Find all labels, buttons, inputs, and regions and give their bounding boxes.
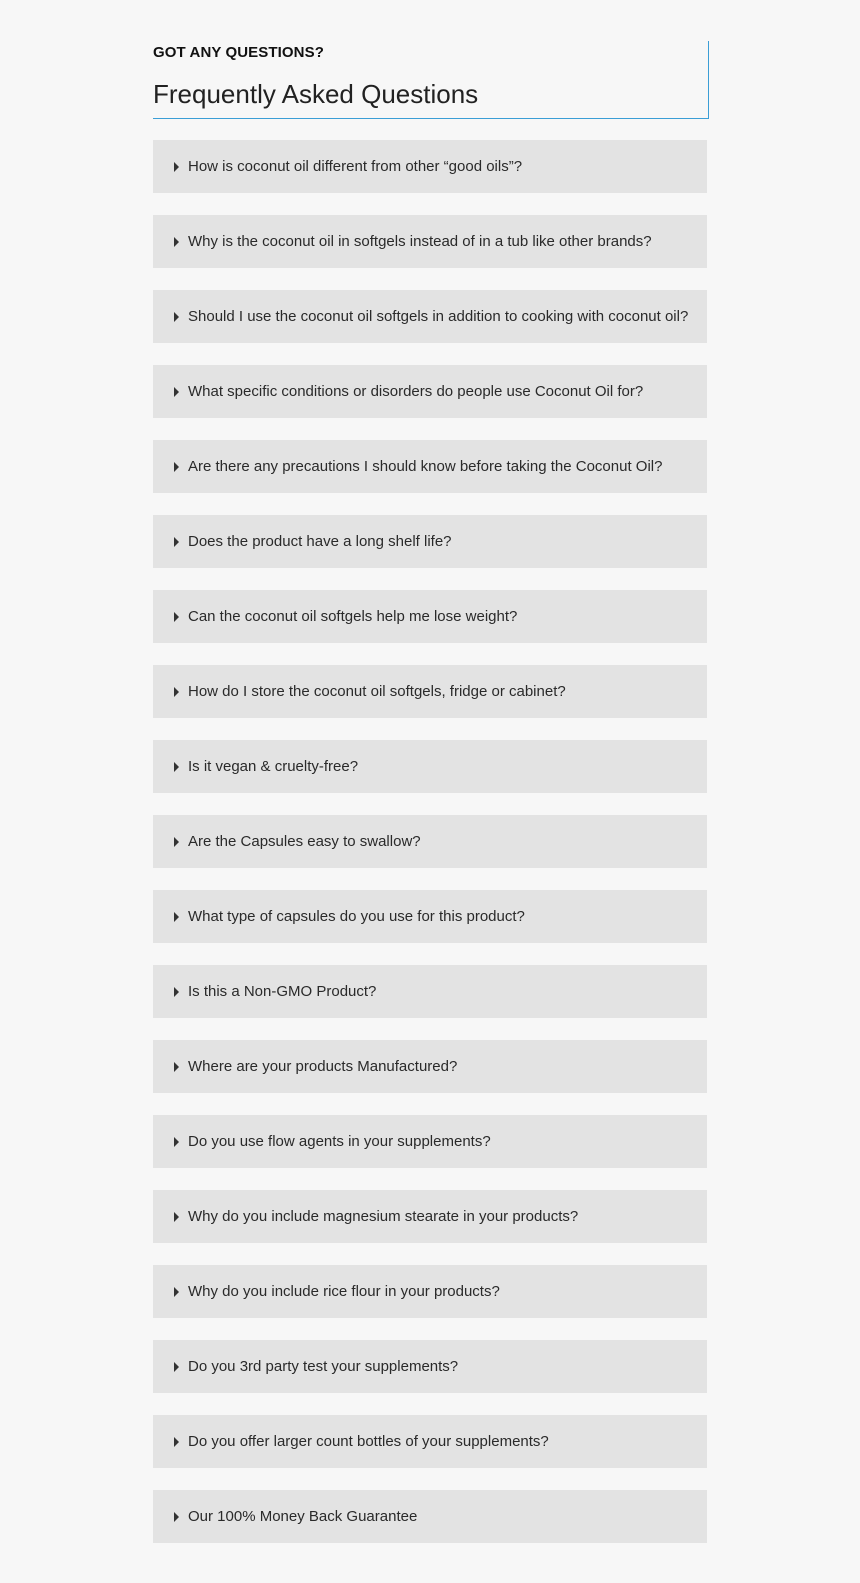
faq-question: Can the coconut oil softgels help me lose weight?: [188, 608, 518, 625]
caret-right-icon: [174, 162, 179, 172]
faq-item[interactable]: [153, 440, 707, 493]
faq-item[interactable]: [153, 1040, 707, 1093]
faq-item[interactable]: [153, 815, 707, 868]
faq-question: What type of capsules do you use for this product?: [188, 908, 525, 925]
faq-question: Are there any precautions I should know before taking the Coconut Oil?: [188, 458, 663, 475]
caret-right-icon: [174, 237, 179, 247]
faq-item[interactable]: [153, 1190, 707, 1243]
faq-item[interactable]: [153, 1340, 707, 1393]
faq-question: What specific conditions or disorders do people use Coconut Oil for?: [188, 383, 644, 400]
faq-question: Is it vegan & cruelty-free?: [188, 758, 359, 775]
faq-item[interactable]: [153, 665, 707, 718]
caret-right-icon: [174, 1512, 179, 1522]
page-title: Frequently Asked Questions: [153, 79, 479, 109]
faq-question: Do you offer larger count bottles of your supplements?: [188, 1433, 549, 1450]
caret-right-icon: [174, 987, 179, 997]
faq-item[interactable]: [153, 1265, 707, 1318]
faq-question: How is coconut oil different from other “good oils”?: [188, 158, 523, 175]
caret-right-icon: [174, 1212, 179, 1222]
faq-question: Should I use the coconut oil softgels in addition to cooking with coconut oil?: [188, 308, 689, 325]
faq-item[interactable]: [153, 365, 707, 418]
caret-right-icon: [174, 462, 179, 472]
faq-item[interactable]: [153, 1115, 707, 1168]
faq-item[interactable]: [153, 965, 707, 1018]
caret-right-icon: [174, 687, 179, 697]
faq-item[interactable]: [153, 1415, 707, 1468]
faq-section: [153, 41, 709, 1525]
faq-item[interactable]: [153, 740, 707, 793]
caret-right-icon: [174, 762, 179, 772]
faq-question: Do you 3rd party test your supplements?: [188, 1358, 459, 1375]
faq-question: Is this a Non-GMO Product?: [188, 983, 377, 1000]
caret-right-icon: [174, 912, 179, 922]
faq-question: Why do you include rice flour in your products?: [188, 1283, 500, 1300]
faq-question: Our 100% Money Back Guarantee: [188, 1508, 418, 1525]
caret-right-icon: [174, 387, 179, 397]
faq-question: Do you use flow agents in your supplements?: [188, 1133, 491, 1150]
faq-item[interactable]: [153, 590, 707, 643]
faq-header: [153, 41, 709, 119]
faq-item[interactable]: [153, 140, 707, 193]
caret-right-icon: [174, 312, 179, 322]
faq-item[interactable]: [153, 1490, 707, 1543]
faq-item[interactable]: [153, 215, 707, 268]
faq-item[interactable]: [153, 290, 707, 343]
caret-right-icon: [174, 1137, 179, 1147]
caret-right-icon: [174, 537, 179, 547]
faq-question: Why is the coconut oil in softgels instead of in a tub like other brands?: [188, 233, 652, 250]
caret-right-icon: [174, 837, 179, 847]
faq-question: How do I store the coconut oil softgels, fridge or cabinet?: [188, 683, 566, 700]
caret-right-icon: [174, 612, 179, 622]
faq-eyebrow: GOT ANY QUESTIONS?: [153, 44, 324, 61]
faq-question: Where are your products Manufactured?: [188, 1058, 458, 1075]
faq-item[interactable]: [153, 515, 707, 568]
faq-list: [153, 140, 707, 1565]
caret-right-icon: [174, 1362, 179, 1372]
faq-question: Are the Capsules easy to swallow?: [188, 833, 421, 850]
caret-right-icon: [174, 1437, 179, 1447]
faq-question: Why do you include magnesium stearate in your products?: [188, 1208, 579, 1225]
caret-right-icon: [174, 1062, 179, 1072]
faq-question: Does the product have a long shelf life?: [188, 533, 452, 550]
caret-right-icon: [174, 1287, 179, 1297]
faq-item[interactable]: [153, 890, 707, 943]
